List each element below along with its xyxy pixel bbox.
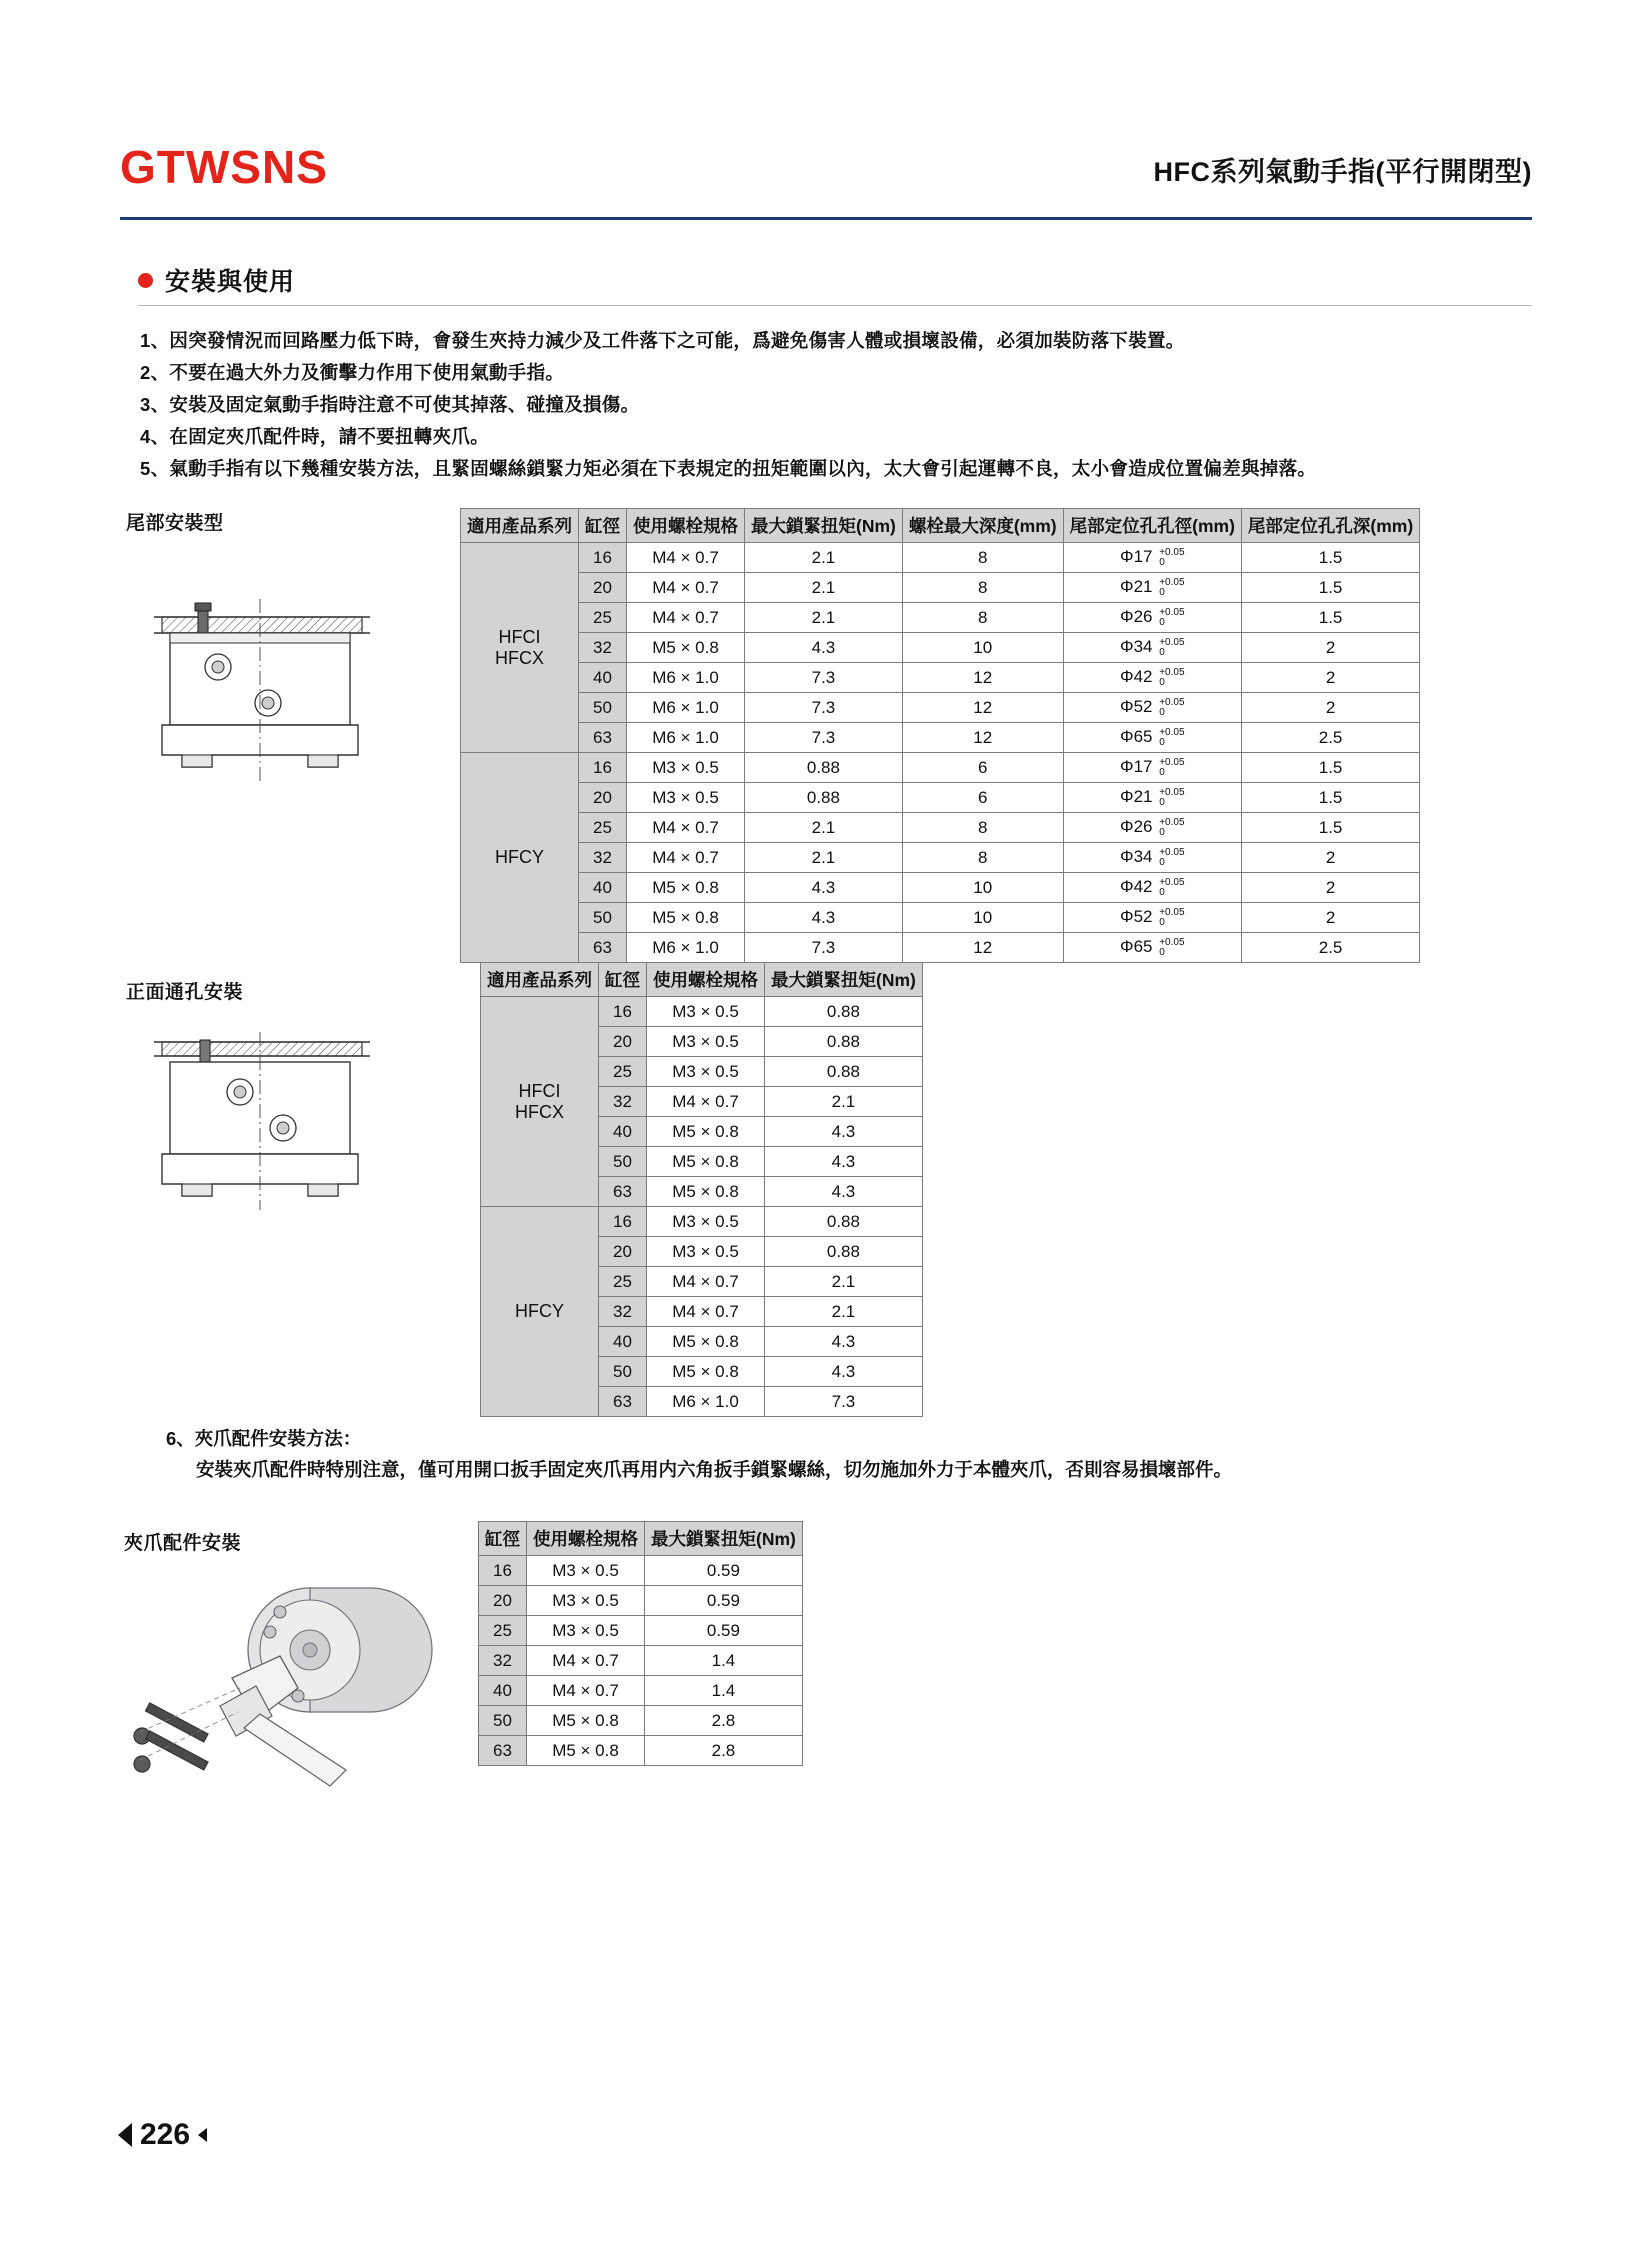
section-title-label: 安裝與使用 xyxy=(165,268,296,296)
tolerance: +0.05 0 xyxy=(1159,936,1185,958)
bore-cell: 20 xyxy=(579,573,627,603)
col-torque: 最大鎖緊扭矩(Nm) xyxy=(645,1522,803,1556)
table-row xyxy=(461,693,1420,723)
depth-cell: 12 xyxy=(902,693,1063,723)
tolerance: +0.05 0 xyxy=(1159,876,1185,898)
section-heading xyxy=(138,262,1532,298)
hole-dia-cell: Φ52 +0.05 0 xyxy=(1063,903,1241,933)
hole-dia-cell: Φ17 +0.05 0 xyxy=(1063,753,1241,783)
depth-cell: 10 xyxy=(902,633,1063,663)
section-divider xyxy=(138,305,1532,306)
bolt-cell: M5 × 0.8 xyxy=(527,1706,645,1736)
table-row xyxy=(461,573,1420,603)
bolt-cell: M3 × 0.5 xyxy=(527,1616,645,1646)
note-item: 2、不要在過大外力及衝擊力作用下使用氣動手指。 xyxy=(140,362,565,383)
item6-line2: 安裝夾爪配件時特別注意，僅可用開口扳手固定夾爪再用内六角扳手鎖緊螺絲，切勿施加外力于本體夾爪，否則容易損壞部件。 xyxy=(196,1459,1233,1480)
torque-cell: 4.3 xyxy=(765,1327,923,1357)
bullet-icon xyxy=(138,273,153,288)
note-item: 1、因突發情況而回路壓力低下時，會發生夾持力減少及工件落下之可能，爲避免傷害人體或損壞設備，必須加裝防落下裝置。 xyxy=(140,330,1185,351)
bolt-cell: M3 × 0.5 xyxy=(647,1207,765,1237)
col-series: 適用產品系列 xyxy=(461,509,579,543)
table-row xyxy=(479,1586,803,1616)
bore-cell: 63 xyxy=(579,933,627,963)
hole-depth-cell: 1.5 xyxy=(1241,573,1419,603)
table-header-row xyxy=(481,963,923,997)
bolt-cell: M3 × 0.5 xyxy=(647,1237,765,1267)
hole-depth-cell: 2.5 xyxy=(1241,933,1419,963)
bolt-cell: M4 × 0.7 xyxy=(627,543,745,573)
col-torque: 最大鎖緊扭矩(Nm) xyxy=(745,509,903,543)
col-bore: 缸徑 xyxy=(579,509,627,543)
torque-cell: 2.8 xyxy=(645,1706,803,1736)
table-tail-body xyxy=(461,543,1420,963)
bore-cell: 25 xyxy=(599,1267,647,1297)
torque-cell: 2.8 xyxy=(645,1736,803,1766)
tolerance: +0.05 0 xyxy=(1159,816,1185,838)
hole-dia-cell: Φ65 +0.05 0 xyxy=(1063,933,1241,963)
torque-cell: 4.3 xyxy=(765,1147,923,1177)
bore-cell: 50 xyxy=(479,1706,527,1736)
bore-cell: 20 xyxy=(599,1027,647,1057)
bolt-cell: M5 × 0.8 xyxy=(527,1736,645,1766)
table-row xyxy=(461,543,1420,573)
table-row xyxy=(461,723,1420,753)
depth-cell: 10 xyxy=(902,873,1063,903)
bore-cell: 63 xyxy=(599,1177,647,1207)
hole-dia-cell: Φ21 +0.05 0 xyxy=(1063,573,1241,603)
torque-cell: 4.3 xyxy=(765,1177,923,1207)
torque-cell: 7.3 xyxy=(765,1387,923,1417)
tolerance: +0.05 0 xyxy=(1159,606,1185,628)
series-cell: HFCY xyxy=(461,753,579,963)
hole-depth-cell: 2.5 xyxy=(1241,723,1419,753)
caption-claw-mount: 夾爪配件安裝 xyxy=(124,1533,242,1554)
col-series: 適用產品系列 xyxy=(481,963,599,997)
hole-depth-cell: 1.5 xyxy=(1241,783,1419,813)
table-row xyxy=(461,843,1420,873)
torque-cell: 4.3 xyxy=(765,1117,923,1147)
hole-depth-cell: 2 xyxy=(1241,873,1419,903)
bore-cell: 16 xyxy=(599,997,647,1027)
tolerance: +0.05 0 xyxy=(1159,846,1185,868)
bore-cell: 40 xyxy=(599,1327,647,1357)
col-depth: 螺栓最大深度(mm) xyxy=(902,509,1063,543)
depth-cell: 8 xyxy=(902,573,1063,603)
torque-cell: 4.3 xyxy=(745,633,903,663)
bolt-cell: M4 × 0.7 xyxy=(627,843,745,873)
torque-cell: 2.1 xyxy=(765,1297,923,1327)
bolt-cell: M3 × 0.5 xyxy=(527,1586,645,1616)
hole-depth-cell: 1.5 xyxy=(1241,813,1419,843)
depth-cell: 12 xyxy=(902,723,1063,753)
bolt-cell: M3 × 0.5 xyxy=(647,1027,765,1057)
bore-cell: 32 xyxy=(599,1297,647,1327)
bore-cell: 16 xyxy=(599,1207,647,1237)
torque-cell: 0.59 xyxy=(645,1586,803,1616)
bore-cell: 50 xyxy=(579,693,627,723)
table-front-mount xyxy=(480,962,923,1417)
bore-cell: 63 xyxy=(479,1736,527,1766)
table-tail-mount xyxy=(460,508,1420,963)
bolt-cell: M3 × 0.5 xyxy=(627,783,745,813)
tolerance: +0.05 0 xyxy=(1159,696,1185,718)
bore-cell: 40 xyxy=(599,1117,647,1147)
col-bolt: 使用螺栓規格 xyxy=(647,963,765,997)
torque-cell: 4.3 xyxy=(745,903,903,933)
tolerance: +0.05 0 xyxy=(1159,636,1185,658)
bolt-cell: M4 × 0.7 xyxy=(647,1087,765,1117)
col-hole-dia: 尾部定位孔孔徑(mm) xyxy=(1063,509,1241,543)
depth-cell: 8 xyxy=(902,543,1063,573)
depth-cell: 12 xyxy=(902,933,1063,963)
torque-cell: 0.88 xyxy=(745,783,903,813)
bolt-cell: M4 × 0.7 xyxy=(527,1646,645,1676)
col-hole-depth: 尾部定位孔孔深(mm) xyxy=(1241,509,1419,543)
torque-cell: 0.88 xyxy=(765,997,923,1027)
bore-cell: 25 xyxy=(579,603,627,633)
bolt-cell: M4 × 0.7 xyxy=(627,603,745,633)
bolt-cell: M3 × 0.5 xyxy=(627,753,745,783)
bolt-cell: M5 × 0.8 xyxy=(647,1177,765,1207)
page-number: 226 xyxy=(140,2118,191,2151)
bore-cell: 20 xyxy=(579,783,627,813)
page-header xyxy=(120,140,1532,210)
depth-cell: 10 xyxy=(902,903,1063,933)
hole-dia-cell: Φ34 +0.05 0 xyxy=(1063,843,1241,873)
table-row xyxy=(481,1207,923,1237)
table-row xyxy=(461,903,1420,933)
tolerance: +0.05 0 xyxy=(1159,756,1185,778)
bore-cell: 40 xyxy=(579,663,627,693)
col-torque: 最大鎖緊扭矩(Nm) xyxy=(765,963,923,997)
bore-cell: 16 xyxy=(479,1556,527,1586)
hole-dia-cell: Φ34 +0.05 0 xyxy=(1063,633,1241,663)
hole-dia-cell: Φ26 +0.05 0 xyxy=(1063,813,1241,843)
notes-list xyxy=(140,325,1540,485)
bolt-cell: M4 × 0.7 xyxy=(647,1267,765,1297)
bore-cell: 63 xyxy=(579,723,627,753)
bolt-cell: M6 × 1.0 xyxy=(627,663,745,693)
bore-cell: 32 xyxy=(479,1646,527,1676)
bore-cell: 40 xyxy=(579,873,627,903)
torque-cell: 7.3 xyxy=(745,693,903,723)
hole-depth-cell: 1.5 xyxy=(1241,603,1419,633)
bolt-cell: M5 × 0.8 xyxy=(647,1357,765,1387)
tolerance: +0.05 0 xyxy=(1159,576,1185,598)
table-header-row xyxy=(479,1522,803,1556)
table-claw-body xyxy=(479,1556,803,1766)
hole-dia-cell: Φ21 +0.05 0 xyxy=(1063,783,1241,813)
hole-dia-cell: Φ26 +0.05 0 xyxy=(1063,603,1241,633)
table-row xyxy=(479,1676,803,1706)
torque-cell: 7.3 xyxy=(745,723,903,753)
bolt-cell: M5 × 0.8 xyxy=(627,633,745,663)
bore-cell: 50 xyxy=(579,903,627,933)
torque-cell: 2.1 xyxy=(765,1267,923,1297)
caption-tail-mount: 尾部安裝型 xyxy=(126,513,224,534)
series-cell: HFCY xyxy=(481,1207,599,1417)
col-bore: 缸徑 xyxy=(479,1522,527,1556)
hole-dia-cell: Φ42 +0.05 0 xyxy=(1063,873,1241,903)
table-row xyxy=(479,1706,803,1736)
figure-claw-mount xyxy=(120,1560,450,1795)
torque-cell: 0.59 xyxy=(645,1616,803,1646)
figure-front-mount xyxy=(140,1030,420,1235)
table-row xyxy=(461,873,1420,903)
caption-front-mount: 正面通孔安裝 xyxy=(126,982,244,1003)
hole-depth-cell: 1.5 xyxy=(1241,753,1419,783)
hole-depth-cell: 2 xyxy=(1241,903,1419,933)
depth-cell: 6 xyxy=(902,753,1063,783)
tolerance: +0.05 0 xyxy=(1159,546,1185,568)
note-item: 3、安裝及固定氣動手指時注意不可使其掉落、碰撞及損傷。 xyxy=(140,394,640,415)
depth-cell: 12 xyxy=(902,663,1063,693)
torque-cell: 2.1 xyxy=(745,573,903,603)
bore-cell: 50 xyxy=(599,1147,647,1177)
table-row xyxy=(461,813,1420,843)
bore-cell: 16 xyxy=(579,753,627,783)
torque-cell: 1.4 xyxy=(645,1646,803,1676)
torque-cell: 2.1 xyxy=(745,843,903,873)
bore-cell: 25 xyxy=(479,1616,527,1646)
series-cell: HFCI HFCX xyxy=(481,997,599,1207)
next-page-icon[interactable] xyxy=(198,2128,207,2142)
depth-cell: 8 xyxy=(902,843,1063,873)
hole-dia-cell: Φ17 +0.05 0 xyxy=(1063,543,1241,573)
tolerance: +0.05 0 xyxy=(1159,786,1185,808)
bore-cell: 25 xyxy=(579,813,627,843)
tolerance: +0.05 0 xyxy=(1159,666,1185,688)
torque-cell: 4.3 xyxy=(765,1357,923,1387)
table-row xyxy=(461,783,1420,813)
table-front-body xyxy=(481,997,923,1417)
torque-cell: 2.1 xyxy=(745,543,903,573)
bore-cell: 32 xyxy=(599,1087,647,1117)
hole-dia-cell: Φ42 +0.05 0 xyxy=(1063,663,1241,693)
table-claw-mount xyxy=(478,1521,803,1766)
figure-tail-mount xyxy=(140,595,420,820)
table-header-row xyxy=(461,509,1420,543)
table-row xyxy=(461,663,1420,693)
depth-cell: 8 xyxy=(902,603,1063,633)
table-row xyxy=(461,603,1420,633)
torque-cell: 0.88 xyxy=(765,1207,923,1237)
bolt-cell: M5 × 0.8 xyxy=(627,873,745,903)
bore-cell: 16 xyxy=(579,543,627,573)
hole-dia-cell: Φ52 +0.05 0 xyxy=(1063,693,1241,723)
hole-depth-cell: 2 xyxy=(1241,843,1419,873)
depth-cell: 8 xyxy=(902,813,1063,843)
bolt-cell: M4 × 0.7 xyxy=(647,1297,765,1327)
bolt-cell: M3 × 0.5 xyxy=(647,997,765,1027)
table-row xyxy=(479,1736,803,1766)
note-item: 4、在固定夾爪配件時，請不要扭轉夾爪。 xyxy=(140,426,489,447)
bolt-cell: M5 × 0.8 xyxy=(647,1147,765,1177)
torque-cell: 7.3 xyxy=(745,933,903,963)
bolt-cell: M3 × 0.5 xyxy=(647,1057,765,1087)
torque-cell: 2.1 xyxy=(745,813,903,843)
bore-cell: 40 xyxy=(479,1676,527,1706)
bore-cell: 32 xyxy=(579,633,627,663)
page-footer xyxy=(118,2118,207,2152)
bolt-cell: M5 × 0.8 xyxy=(647,1327,765,1357)
bolt-cell: M4 × 0.7 xyxy=(527,1676,645,1706)
torque-cell: 7.3 xyxy=(745,663,903,693)
bolt-cell: M6 × 1.0 xyxy=(627,693,745,723)
bore-cell: 32 xyxy=(579,843,627,873)
torque-cell: 0.59 xyxy=(645,1556,803,1586)
depth-cell: 6 xyxy=(902,783,1063,813)
bore-cell: 25 xyxy=(599,1057,647,1087)
brand-logo: GTWSNS xyxy=(120,141,328,193)
bolt-cell: M6 × 1.0 xyxy=(627,723,745,753)
torque-cell: 0.88 xyxy=(765,1027,923,1057)
torque-cell: 0.88 xyxy=(765,1237,923,1267)
page-title: HFC系列氣動手指(平行開閉型) xyxy=(1153,157,1532,187)
table-row xyxy=(479,1556,803,1586)
bolt-cell: M5 × 0.8 xyxy=(627,903,745,933)
table-row xyxy=(481,997,923,1027)
table-row xyxy=(461,933,1420,963)
bolt-cell: M4 × 0.7 xyxy=(627,813,745,843)
bore-cell: 20 xyxy=(599,1237,647,1267)
bolt-cell: M4 × 0.7 xyxy=(627,573,745,603)
col-bolt: 使用螺栓規格 xyxy=(627,509,745,543)
bolt-cell: M3 × 0.5 xyxy=(527,1556,645,1586)
table-row xyxy=(461,633,1420,663)
torque-cell: 2.1 xyxy=(765,1087,923,1117)
col-bolt: 使用螺栓規格 xyxy=(527,1522,645,1556)
bore-cell: 63 xyxy=(599,1387,647,1417)
bolt-cell: M6 × 1.0 xyxy=(627,933,745,963)
table-row xyxy=(479,1616,803,1646)
bolt-cell: M5 × 0.8 xyxy=(647,1117,765,1147)
torque-cell: 0.88 xyxy=(745,753,903,783)
hole-dia-cell: Φ65 +0.05 0 xyxy=(1063,723,1241,753)
bolt-cell: M6 × 1.0 xyxy=(647,1387,765,1417)
hole-depth-cell: 2 xyxy=(1241,633,1419,663)
torque-cell: 1.4 xyxy=(645,1676,803,1706)
bore-cell: 20 xyxy=(479,1586,527,1616)
tolerance: +0.05 0 xyxy=(1159,726,1185,748)
note-item: 5、氣動手指有以下幾種安裝方法，且緊固螺絲鎖緊力矩必須在下表規定的扭矩範圍以內，太大會引起運轉不良，太小會造成位置偏差與掉落。 xyxy=(140,458,1317,479)
tolerance: +0.05 0 xyxy=(1159,906,1185,928)
hole-depth-cell: 2 xyxy=(1241,693,1419,723)
hole-depth-cell: 1.5 xyxy=(1241,543,1419,573)
prev-page-icon[interactable] xyxy=(118,2123,132,2147)
col-bore: 缸徑 xyxy=(599,963,647,997)
series-cell: HFCI HFCX xyxy=(461,543,579,753)
torque-cell: 4.3 xyxy=(745,873,903,903)
item6-block xyxy=(166,1423,1526,1485)
bore-cell: 50 xyxy=(599,1357,647,1387)
torque-cell: 2.1 xyxy=(745,603,903,633)
torque-cell: 0.88 xyxy=(765,1057,923,1087)
item6-line1: 6、夾爪配件安裝方法： xyxy=(166,1428,362,1449)
hole-depth-cell: 2 xyxy=(1241,663,1419,693)
header-divider xyxy=(120,217,1532,220)
table-row xyxy=(461,753,1420,783)
table-row xyxy=(479,1646,803,1676)
